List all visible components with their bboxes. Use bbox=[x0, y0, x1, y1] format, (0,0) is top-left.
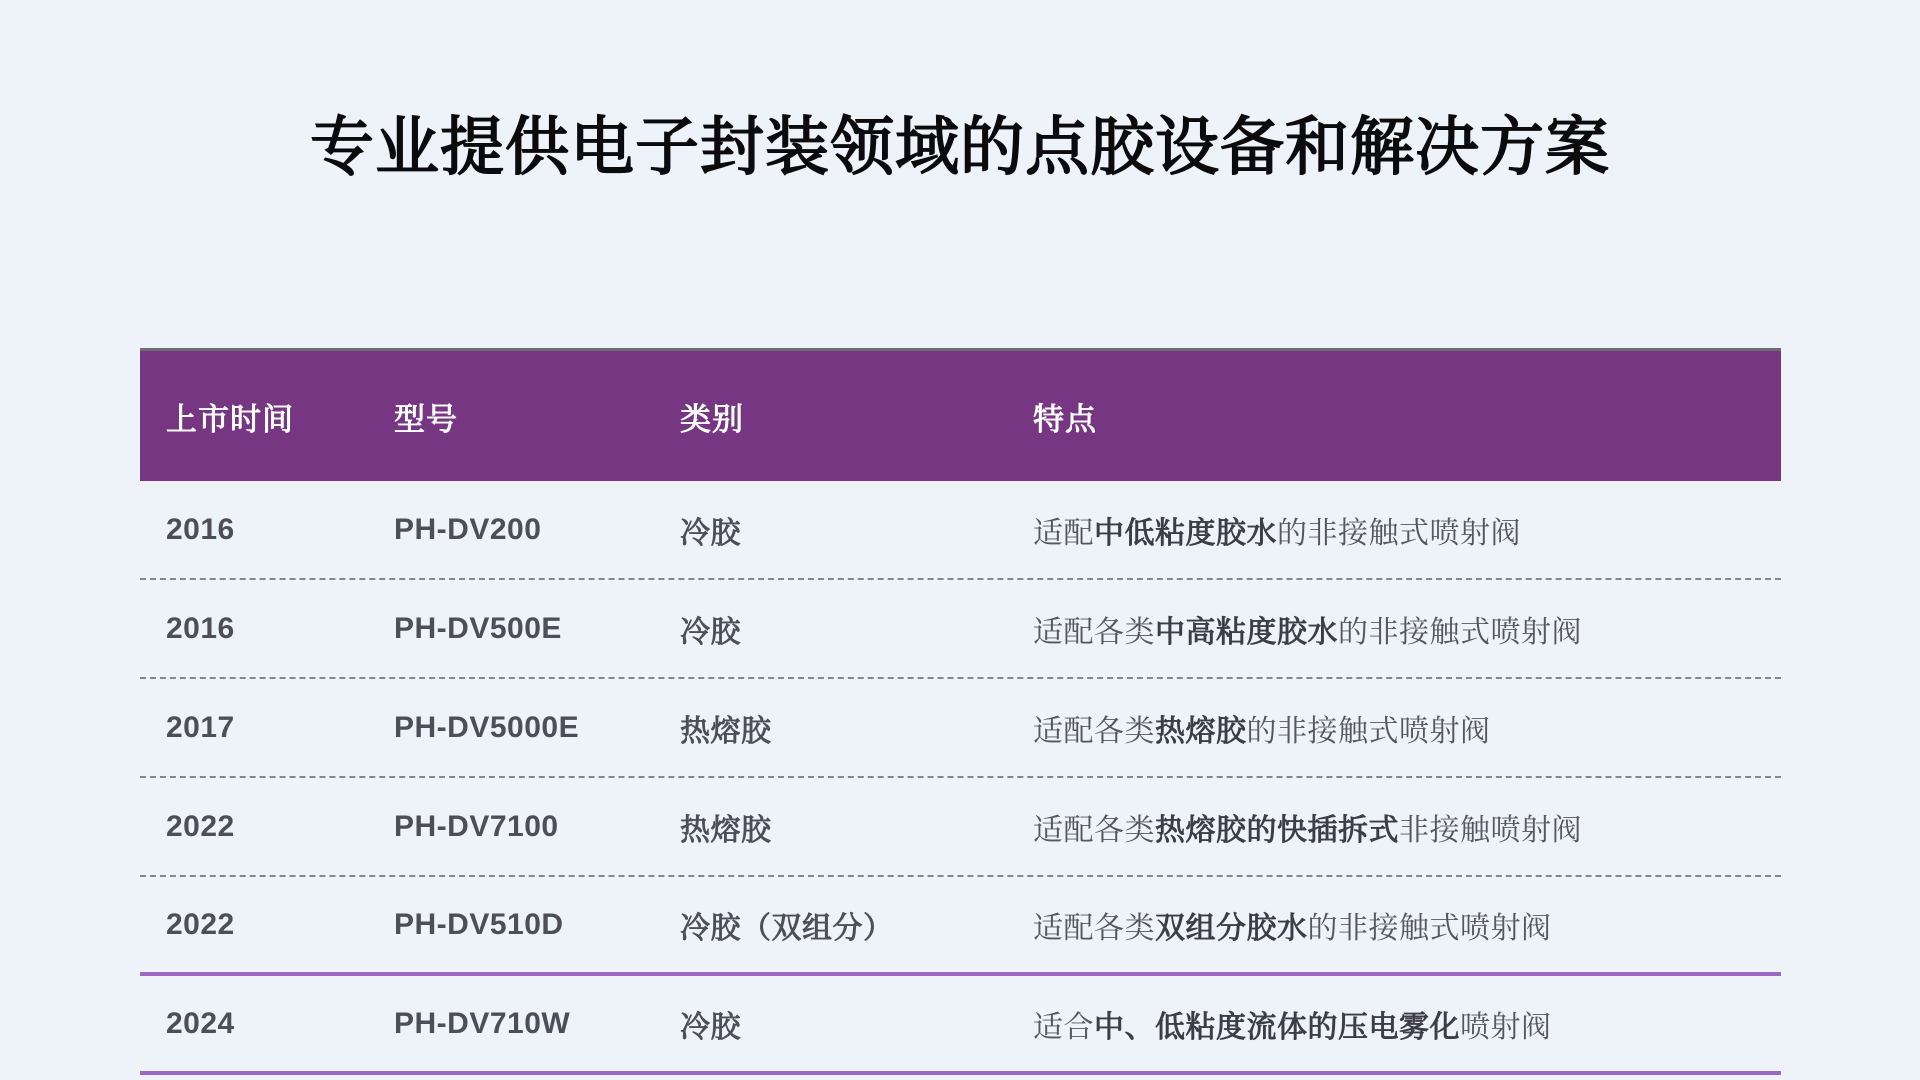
page-title: 专业提供电子封装领域的点胶设备和解决方案 bbox=[310, 111, 1610, 183]
feature-text-normal: 适合 bbox=[1033, 1010, 1094, 1044]
feature-text-normal: 适配 bbox=[1033, 516, 1094, 550]
cell-category: 热熔胶 bbox=[680, 714, 772, 748]
feature-text-normal: 的非接触式喷射阀 bbox=[1246, 714, 1491, 748]
column-header-launch-time: 上市时间 bbox=[166, 401, 294, 437]
cell-feature bbox=[1007, 607, 1781, 651]
cell-category: 冷胶 bbox=[680, 516, 741, 550]
column-header-features: 特点 bbox=[1033, 401, 1097, 437]
cell-model: PH-DV510D bbox=[394, 907, 564, 941]
cell-year: 2016 bbox=[166, 512, 235, 546]
feature-text-bold: 热熔胶 bbox=[1155, 714, 1247, 748]
feature-text-bold: 中低粘度胶水 bbox=[1094, 516, 1277, 550]
table-row bbox=[140, 481, 1781, 580]
feature-text-bold: 热熔胶的快插拆式 bbox=[1155, 813, 1399, 847]
cell-year: 2022 bbox=[166, 907, 235, 941]
column-header-model: 型号 bbox=[394, 401, 458, 437]
page bbox=[0, 106, 1920, 1080]
cell-year: 2024 bbox=[166, 1006, 235, 1040]
cell-feature bbox=[1007, 706, 1781, 750]
feature-text-normal: 适配各类 bbox=[1033, 714, 1155, 748]
cell-feature bbox=[1007, 903, 1781, 947]
cell-year: 2016 bbox=[166, 611, 235, 645]
cell-year: 2022 bbox=[166, 809, 235, 843]
feature-text-normal: 喷射阀 bbox=[1460, 1010, 1552, 1044]
cell-category: 冷胶 bbox=[680, 1010, 741, 1044]
table-header-row bbox=[140, 348, 1781, 481]
cell-model: PH-DV7100 bbox=[394, 809, 559, 843]
feature-text-normal: 的非接触式喷射阀 bbox=[1277, 516, 1521, 550]
table-row bbox=[140, 877, 1781, 976]
feature-text-normal: 的非接触式喷射阀 bbox=[1338, 615, 1582, 649]
feature-text-normal: 的非接触式喷射阀 bbox=[1307, 911, 1552, 945]
feature-text-bold: 中、低粘度流体的压电雾化 bbox=[1094, 1010, 1460, 1044]
feature-text-normal: 适配各类 bbox=[1033, 615, 1155, 649]
cell-model: PH-DV710W bbox=[394, 1006, 571, 1040]
cell-feature bbox=[1007, 805, 1781, 849]
product-table bbox=[140, 348, 1781, 1075]
cell-feature bbox=[1007, 1002, 1781, 1046]
cell-category: 冷胶 bbox=[680, 615, 741, 649]
feature-text-bold: 双组分胶水 bbox=[1155, 911, 1308, 945]
table-row bbox=[140, 580, 1781, 679]
cell-feature bbox=[1007, 508, 1781, 552]
table-row bbox=[140, 976, 1781, 1075]
cell-category: 热熔胶 bbox=[680, 813, 772, 847]
feature-text-bold: 中高粘度胶水 bbox=[1155, 615, 1338, 649]
feature-text-normal: 适配各类 bbox=[1033, 813, 1155, 847]
table-row bbox=[140, 679, 1781, 778]
column-header-category: 类别 bbox=[680, 401, 744, 437]
feature-text-normal: 适配各类 bbox=[1033, 911, 1155, 945]
cell-model: PH-DV200 bbox=[394, 512, 542, 546]
cell-year: 2017 bbox=[166, 710, 235, 744]
table-row bbox=[140, 778, 1781, 877]
cell-category: 冷胶（双组分） bbox=[680, 911, 894, 945]
cell-model: PH-DV5000E bbox=[394, 710, 580, 744]
cell-model: PH-DV500E bbox=[394, 611, 562, 645]
feature-text-normal: 非接触喷射阀 bbox=[1399, 813, 1582, 847]
